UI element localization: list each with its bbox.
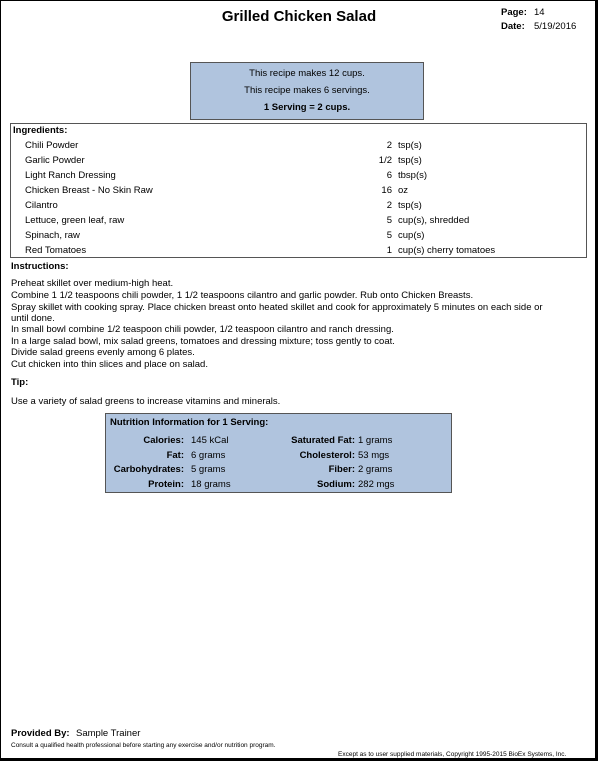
nutrition-value-carbohydrates: 5 grams — [191, 464, 226, 475]
ingredient-name: Red Tomatoes — [25, 245, 87, 256]
nutrition-value-protein: 18 grams — [191, 479, 231, 490]
ingredient-unit: cup(s), shredded — [398, 215, 470, 226]
nutrition-label-sodium: Sodium: — [317, 479, 355, 490]
date-value: 5/19/2016 — [534, 21, 577, 32]
page-number: 14 — [534, 7, 545, 18]
tip-heading: Tip: — [11, 377, 29, 388]
serving-size: 1 Serving = 2 cups. — [263, 102, 351, 113]
ingredient-name: Garlic Powder — [25, 155, 85, 166]
yield-box — [190, 62, 424, 120]
instruction-line: Preheat skillet over medium-high heat. — [11, 278, 174, 289]
instruction-line: In small bowl combine 1/2 teaspoon chili powder, 1/2 teaspoon cilantro and ranch dressing. — [11, 324, 394, 335]
nutrition-value-fiber: 2 grams — [358, 464, 393, 475]
ingredient-name: Chili Powder — [25, 140, 79, 151]
ingredient-unit: tbsp(s) — [398, 170, 428, 181]
ingredient-qty: 6 — [386, 170, 392, 181]
ingredient-row — [11, 185, 586, 199]
nutrition-label-calories: Calories: — [143, 435, 184, 446]
ingredient-name: Lettuce, green leaf, raw — [25, 215, 125, 226]
ingredient-unit: cup(s) — [398, 230, 425, 241]
nutrition-label-cholesterol: Cholesterol: — [299, 450, 355, 461]
copyright-notice: Except as to user supplied materials, Copyright 1995-2015 BioEx Systems, Inc. — [338, 751, 567, 758]
nutrition-box — [105, 413, 452, 493]
ingredient-unit: tsp(s) — [398, 140, 422, 151]
ingredient-qty: 5 — [386, 215, 392, 226]
ingredient-row — [11, 155, 586, 169]
instruction-line: Combine 1 1/2 teaspoons chili powder, 1 1/2 teaspoons cilantro and garlic powder. Rub onto Chicken Breasts. — [11, 290, 474, 301]
ingredient-qty: 1/2 — [378, 155, 392, 166]
nutrition-label-protein: Protein: — [148, 479, 184, 490]
nutrition-value-saturated-fat: 1 grams — [358, 435, 393, 446]
ingredient-row — [11, 170, 586, 184]
ingredients-box — [10, 123, 587, 258]
nutrition-label-carbohydrates: Carbohydrates: — [113, 464, 184, 475]
instruction-line: Cut chicken into thin slices and place on salad. — [11, 359, 208, 370]
nutrition-value-cholesterol: 53 mgs — [358, 450, 390, 461]
ingredient-name: Cilantro — [25, 200, 58, 211]
ingredient-qty: 1 — [386, 245, 392, 256]
yield-servings: This recipe makes 6 servings. — [244, 85, 370, 96]
nutrition-value-sodium: 282 mgs — [358, 479, 395, 490]
ingredient-row — [11, 245, 586, 259]
nutrition-value-calories: 145 kCal — [191, 435, 229, 446]
instruction-line: Divide salad greens evenly among 6 plates. — [11, 347, 195, 358]
tip-text: Use a variety of salad greens to increase vitamins and minerals. — [11, 396, 281, 407]
nutrition-value-fat: 6 grams — [191, 450, 226, 461]
recipe-title: Grilled Chicken Salad — [221, 8, 377, 25]
ingredient-name: Spinach, raw — [25, 230, 80, 241]
date-label: Date: — [501, 21, 525, 32]
disclaimer: Consult a qualified health professional before starting any exercise and/or nutrition program. — [11, 742, 276, 749]
nutrition-label-fat: Fat: — [166, 450, 184, 461]
ingredient-qty: 5 — [386, 230, 392, 241]
yield-cups: This recipe makes 12 cups. — [249, 68, 365, 79]
ingredient-unit: oz — [398, 185, 409, 196]
ingredient-unit: cup(s) cherry tomatoes — [398, 245, 496, 256]
ingredient-name: Light Ranch Dressing — [25, 170, 116, 181]
ingredient-row — [11, 200, 586, 214]
ingredient-row — [11, 230, 586, 244]
ingredient-qty: 2 — [386, 200, 392, 211]
ingredient-unit: tsp(s) — [398, 155, 422, 166]
ingredient-unit: tsp(s) — [398, 200, 422, 211]
ingredient-name: Chicken Breast - No Skin Raw — [25, 185, 153, 196]
instructions-heading: Instructions: — [11, 261, 69, 272]
provided-by-label: Provided By: — [11, 728, 70, 739]
ingredients-heading: Ingredients: — [13, 125, 68, 136]
instruction-line: In a large salad bowl, mix salad greens, tomatoes and dressing mixture; toss gently to coat. — [11, 336, 395, 347]
instruction-line: until done. — [11, 313, 55, 324]
nutrition-label-saturated-fat: Saturated Fat: — [291, 435, 355, 446]
nutrition-label-fiber: Fiber: — [328, 464, 355, 475]
ingredient-row — [11, 215, 586, 229]
ingredient-qty: 2 — [386, 140, 392, 151]
ingredient-qty: 16 — [381, 185, 392, 196]
instruction-line: Spray skillet with cooking spray. Place chicken breast onto heated skillet and cook for approximately 5 minutes on each side or — [11, 302, 543, 313]
provided-by-value: Sample Trainer — [76, 728, 141, 739]
page-label: Page: — [501, 7, 527, 18]
nutrition-heading: Nutrition Information for 1 Serving: — [110, 417, 269, 428]
ingredient-row — [11, 140, 586, 154]
